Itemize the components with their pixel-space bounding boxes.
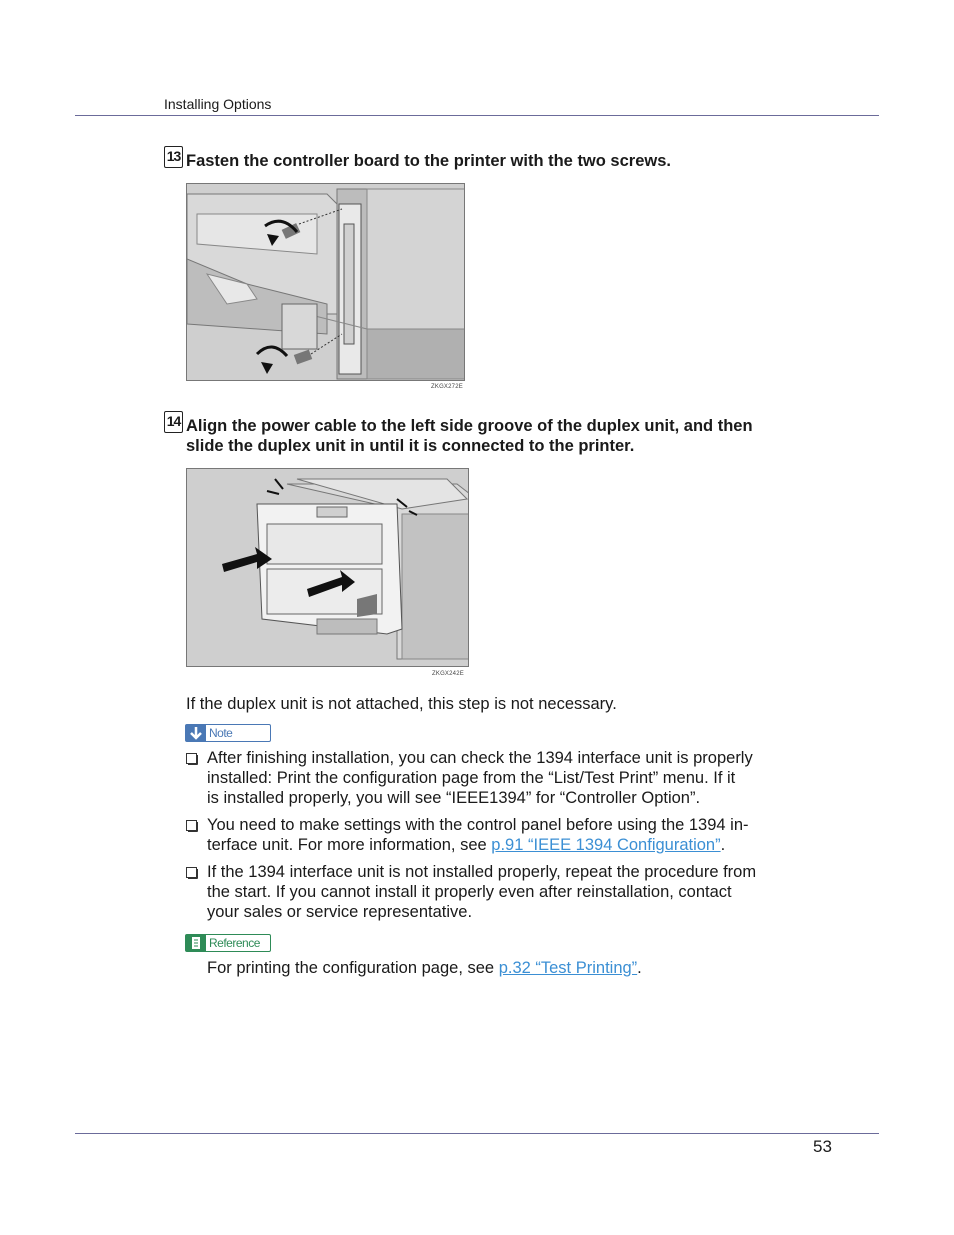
step-number-14: 14 xyxy=(164,411,183,433)
reference-heading xyxy=(185,934,271,952)
step-13-instruction: Fasten the controller board to the printer with the two screws. xyxy=(186,152,671,170)
printer-rear-illustration xyxy=(187,184,465,381)
note-item-1-line: is installed properly, you will see “IEEE1394” for “Controller Option”. xyxy=(207,789,701,807)
note-item-2-text: terface unit. For more information, see xyxy=(207,836,492,854)
duplex-unit-illustration xyxy=(187,469,469,667)
figure-controller-board-screws xyxy=(186,183,465,381)
document-icon xyxy=(186,935,206,951)
step-14-instruction-line1: Align the power cable to the left side groove of the duplex unit, and then xyxy=(186,417,753,435)
checkbox-bullet-icon xyxy=(186,866,198,878)
running-header: Installing Options xyxy=(164,96,272,112)
note-item-3-line: the start. If you cannot install it properly even after reinstallation, contact xyxy=(207,883,732,901)
note-item-3 xyxy=(207,862,790,922)
reference-text-pre: For printing the configuration page, see xyxy=(207,959,499,977)
reference-text-period: . xyxy=(637,959,642,977)
step-number-13: 13 xyxy=(164,146,183,168)
figure-code-13: ZKGX272E xyxy=(431,384,463,390)
note-heading xyxy=(185,724,271,742)
down-arrow-icon xyxy=(186,725,206,741)
figure-duplex-unit-install xyxy=(186,468,469,667)
note-item-1 xyxy=(207,748,790,808)
note-item-1-line: After finishing installation, you can check the 1394 interface unit is properly xyxy=(207,749,753,767)
page-number: 53 xyxy=(813,1137,832,1156)
header-rule xyxy=(75,115,879,116)
reference-label: Reference xyxy=(209,936,260,950)
note-item-3-line: If the 1394 interface unit is not installed properly, repeat the procedure from xyxy=(207,863,757,881)
note-item-2-line xyxy=(207,835,790,855)
test-printing-link[interactable]: p.32 “Test Printing” xyxy=(498,959,638,977)
ieee1394-configuration-link[interactable]: p.91 “IEEE 1394 Configuration” xyxy=(491,836,721,854)
note-item-3-line: your sales or service representative. xyxy=(207,903,473,921)
reference-text xyxy=(207,958,642,978)
note-label: Note xyxy=(209,726,233,740)
note-item-1-line: installed: Print the configuration page from the “List/Test Print” menu. If it xyxy=(207,769,736,787)
figure-code-14: ZKGX242E xyxy=(432,671,464,677)
step-14-remark: If the duplex unit is not attached, this step is not necessary. xyxy=(186,695,617,713)
footer-rule xyxy=(75,1133,879,1134)
note-item-2 xyxy=(207,815,790,855)
note-item-2-period: . xyxy=(720,836,726,854)
step-14-instruction-line2: slide the duplex unit in until it is connected to the printer. xyxy=(186,437,635,455)
checkbox-bullet-icon xyxy=(186,752,198,764)
checkbox-bullet-icon xyxy=(186,819,198,831)
note-item-2-line: You need to make settings with the control panel before using the 1394 in- xyxy=(207,816,749,834)
